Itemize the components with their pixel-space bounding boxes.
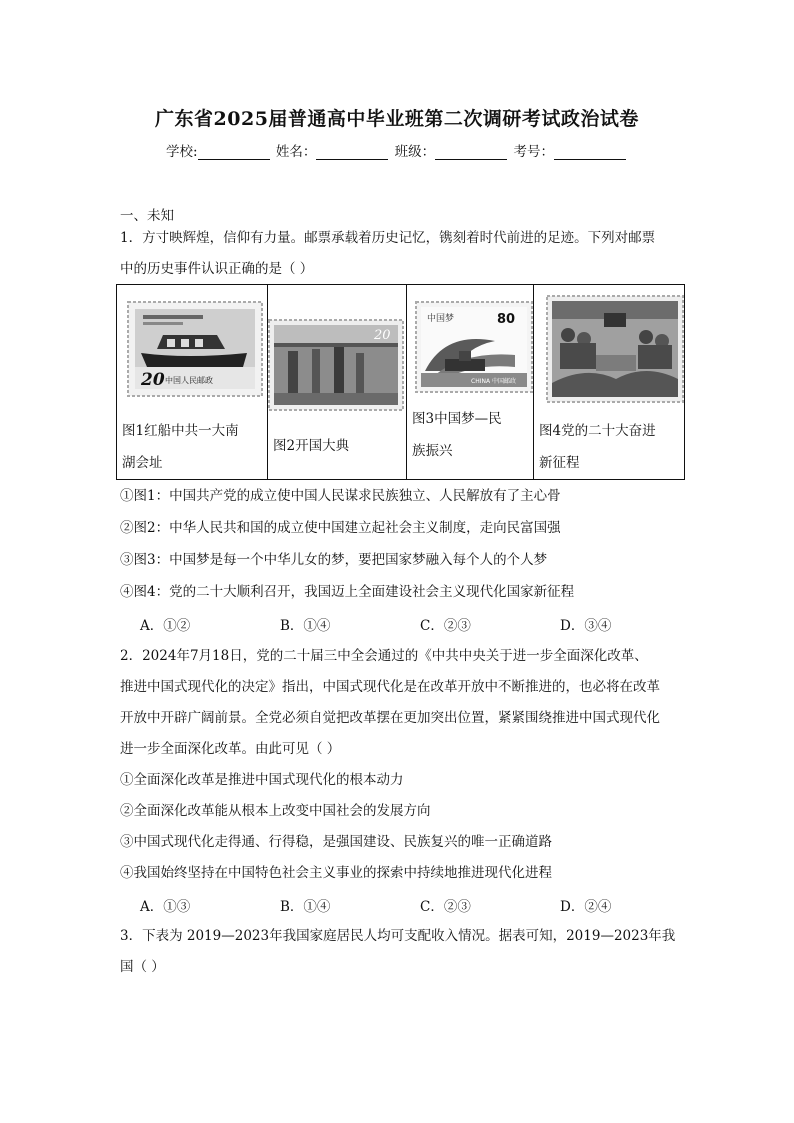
q2-option-b[interactable]: B．①④: [280, 899, 331, 915]
q2-option-d[interactable]: D．②④: [560, 899, 612, 915]
exam-number-label: 考号：: [513, 144, 554, 160]
stamp-table: [116, 284, 685, 480]
stamp-4-caption-line-2: 新征程: [539, 455, 580, 471]
q2-options: [140, 895, 620, 915]
q1-option-a[interactable]: A．①②: [140, 618, 191, 634]
q1-statement-2: ②图2：中华人民共和国的成立使中国建立起社会主义制度，走向民富国强: [120, 520, 561, 536]
stamp-cell-2: [268, 285, 407, 480]
q2-statement-1: ①全面深化改革是推进中国式现代化的根本动力: [120, 772, 404, 788]
party-congress-stamp-image: [546, 295, 684, 403]
stamp-cell-3: [407, 285, 534, 480]
founding-ceremony-stamp-image: [268, 319, 404, 411]
stamp-3-caption-line-1: 图3中国梦—民: [412, 411, 502, 427]
stamp-1-issuer: 中国人民邮政: [165, 376, 213, 385]
stamp-cell-1: [117, 285, 268, 480]
name-field[interactable]: [316, 145, 388, 160]
stamp-1-caption-line-2: 湖会址: [122, 455, 163, 471]
class-field[interactable]: [435, 145, 507, 160]
q3-stem-line-2: 国（ ）: [120, 959, 165, 975]
q1-options: [140, 614, 620, 634]
school-field[interactable]: [198, 145, 270, 160]
red-boat-stamp-image: [127, 301, 263, 397]
stamp-1-value: 20: [141, 370, 165, 390]
stamp-3-script: 中国梦: [427, 314, 455, 324]
stamp-4-caption-line-1: 图4党的二十大奋进: [539, 423, 656, 439]
q3-stem-line-1: 3．下表为 2019—2023年我国家庭居民人均可支配收入情况。据表可知，2019—2023年我: [120, 928, 676, 944]
q1-statement-4: ④图4：党的二十大顺利召开，我国迈上全面建设社会主义现代化国家新征程: [120, 584, 575, 600]
q1-statement-3: ③图3：中国梦是每一个中华儿女的梦，要把国家梦融入每个人的个人梦: [120, 552, 548, 568]
q1-option-b[interactable]: B．①④: [280, 618, 331, 634]
exam-number-field[interactable]: [554, 145, 626, 160]
q2-option-a[interactable]: A．①③: [140, 899, 191, 915]
name-label: 姓名：: [275, 144, 317, 160]
q1-statement-1: ①图1：中国共产党的成立使中国人民谋求民族独立、人民解放有了主心骨: [120, 488, 561, 504]
q2-stem-line-1: 2．2024年7月18日，党的二十届三中全会通过的《中共中央关于进一步全面深化改革、: [120, 648, 648, 664]
stamp-3-issuer: CHINA 中国邮政: [471, 378, 516, 385]
q2-statement-2: ②全面深化改革能从根本上改变中国社会的发展方向: [120, 803, 431, 819]
q1-option-c[interactable]: C．②③: [420, 618, 471, 634]
q2-stem-line-4: 进一步全面深化改革。由此可见（ ）: [120, 741, 341, 757]
student-info-row: [0, 140, 794, 160]
q1-stem-line-1: 1．方寸映辉煌，信仰有力量。邮票承载着历史记忆，镌刻着时代前进的足迹。下列对邮票: [120, 230, 656, 246]
q2-statement-3: ③中国式现代化走得通、行得稳，是强国建设、民族复兴的唯一正确道路: [120, 834, 552, 850]
q2-stem-line-3: 开放中开辟广阔前景。全党必须自觉把改革摆在更加突出位置，紧紧围绕推进中国式现代化: [120, 710, 660, 726]
q2-option-c[interactable]: C．②③: [420, 899, 471, 915]
chinese-dream-stamp-image: [415, 301, 533, 393]
stamp-cell-4: [534, 285, 685, 480]
stamp-2-value: 20: [374, 328, 391, 343]
q1-option-d[interactable]: D．③④: [560, 618, 612, 634]
q2-statement-4: ④我国始终坚持在中国特色社会主义事业的探索中持续地推进现代化进程: [120, 865, 552, 881]
stamp-3-caption-line-2: 族振兴: [412, 443, 453, 459]
q1-stem-line-2: 中的历史事件认识正确的是（ ）: [120, 261, 314, 277]
school-label: 学校:: [166, 144, 198, 160]
stamp-3-value: 80: [497, 312, 516, 327]
q2-stem-line-2: 推进中国式现代化的决定》指出，中国式现代化是在改革开放中不断推进的，也必将在改革: [120, 679, 660, 695]
stamp-1-caption-line-1: 图1红船中共一大南: [122, 423, 239, 439]
stamp-2-caption: 图2开国大典: [273, 438, 350, 454]
class-label: 班级：: [394, 144, 436, 160]
page-title: 广东省2025届普通高中毕业班第二次调研考试政治试卷: [155, 108, 639, 130]
section-heading: 一、未知: [120, 208, 174, 224]
